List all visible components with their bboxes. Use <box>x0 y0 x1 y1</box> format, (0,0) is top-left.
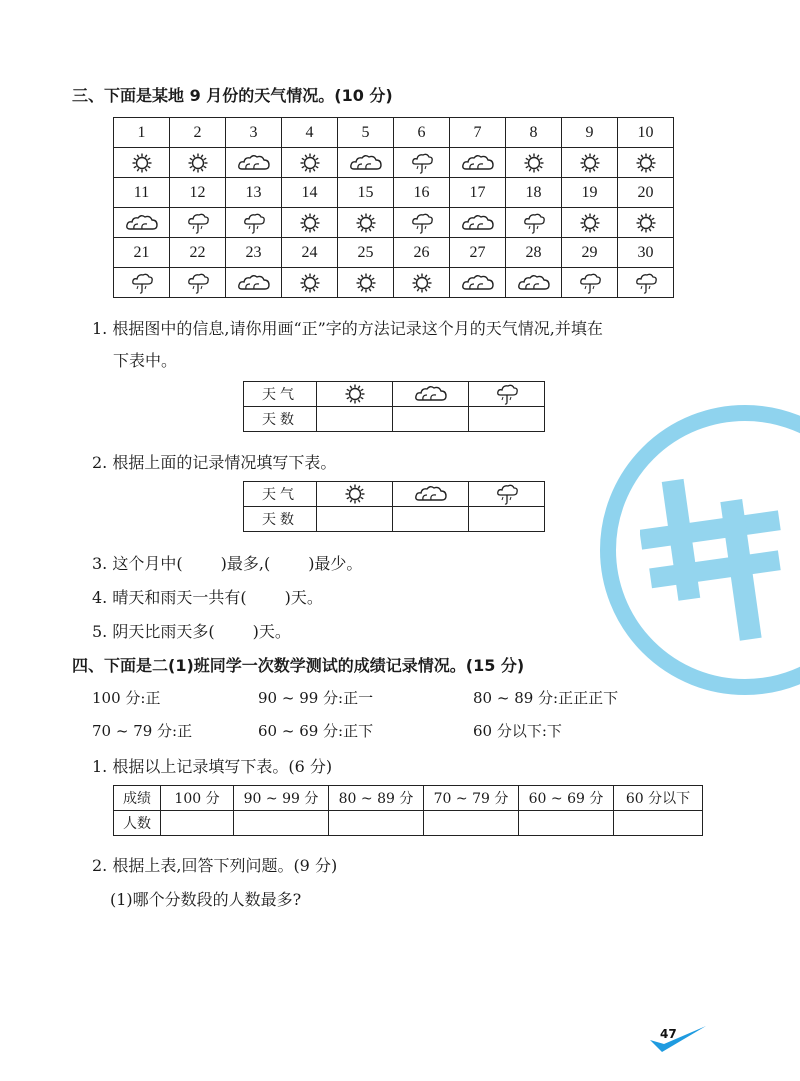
calendar-day-number: 19 <box>562 178 618 208</box>
checkmark-icon <box>648 1024 708 1056</box>
sun-icon <box>562 208 618 238</box>
rain-icon <box>170 268 226 298</box>
record-100: 100 分:正 <box>92 689 161 707</box>
cloudy-header <box>393 382 469 407</box>
score-col-100: 100 分 <box>161 786 234 811</box>
calendar-day-number: 20 <box>618 178 674 208</box>
record-70-79: 70 ~ 79 分:正 <box>92 722 193 740</box>
rain-icon <box>114 268 170 298</box>
cloud-icon <box>506 268 562 298</box>
record-90-99: 90 ~ 99 分:正一 <box>258 689 374 707</box>
cloud-icon <box>393 383 468 405</box>
record-below-60: 60 分以下:下 <box>473 722 562 740</box>
calendar-day-number: 28 <box>506 238 562 268</box>
q5-part-a: 5. 阴天比雨天多( <box>92 622 215 641</box>
q3-text <box>92 551 362 574</box>
sun-icon <box>338 268 394 298</box>
cloud-icon <box>226 148 282 178</box>
calendar-day-number: 27 <box>450 238 506 268</box>
q5-text <box>92 619 291 642</box>
cloudy-days-input[interactable] <box>393 407 469 432</box>
calendar-day-number: 4 <box>282 118 338 148</box>
tally-table-2 <box>243 481 545 532</box>
score-label: 成绩 <box>114 786 161 811</box>
calendar-day-number: 14 <box>282 178 338 208</box>
cloud-icon <box>393 483 468 505</box>
score-col-60-69: 60 ~ 69 分 <box>519 786 614 811</box>
sun-icon <box>282 208 338 238</box>
calendar-day-number: 3 <box>226 118 282 148</box>
q3-part-c: )最少。 <box>308 554 363 573</box>
section3-title: 三、下面是某地 9 月份的天气情况。(10 分) <box>72 86 393 105</box>
section4-title: 四、下面是二(1)班同学一次数学测试的成绩记录情况。(15 分) <box>72 656 525 675</box>
count-label: 人数 <box>114 811 161 836</box>
record-60-69: 60 ~ 69 分:正下 <box>258 722 374 740</box>
sun-icon <box>282 148 338 178</box>
calendar-day-number: 15 <box>338 178 394 208</box>
watermark-character <box>640 460 800 660</box>
q3-part-b: )最多,( <box>220 554 271 573</box>
rain-icon <box>469 382 544 406</box>
count-80-89-input[interactable] <box>329 811 424 836</box>
rainy-header <box>469 482 545 507</box>
sun-icon <box>170 148 226 178</box>
page-number: 47 <box>660 1027 677 1041</box>
calendar-day-number: 26 <box>394 238 450 268</box>
weather-label: 天气 <box>244 382 317 407</box>
q1-text-line1: 1. 根据图中的信息,请你用画“正”字的方法记录这个月的天气情况,并填在 <box>92 319 603 338</box>
s4-q1-text: 1. 根据以上记录填写下表。(6 分) <box>92 757 333 776</box>
rain-icon <box>562 268 618 298</box>
sun-icon <box>506 148 562 178</box>
calendar-day-number: 11 <box>114 178 170 208</box>
rain-icon <box>469 482 544 506</box>
q3-part-a: 3. 这个月中( <box>92 554 183 573</box>
calendar-day-number: 5 <box>338 118 394 148</box>
sun-icon <box>338 208 394 238</box>
rainy-days-input[interactable] <box>469 407 545 432</box>
rain-icon <box>394 148 450 178</box>
calendar-day-number: 2 <box>170 118 226 148</box>
cloud-icon <box>450 148 506 178</box>
rain-icon <box>394 208 450 238</box>
cloud-icon <box>114 208 170 238</box>
sunny-header <box>317 482 393 507</box>
score-table <box>113 785 703 836</box>
q4-text <box>92 585 323 608</box>
cloudy-header <box>393 482 469 507</box>
rain-icon <box>170 208 226 238</box>
sun-icon <box>114 148 170 178</box>
count-below-60-input[interactable] <box>614 811 703 836</box>
calendar-day-number: 10 <box>618 118 674 148</box>
calendar-day-number: 24 <box>282 238 338 268</box>
cloud-icon <box>226 268 282 298</box>
count-70-79-input[interactable] <box>424 811 519 836</box>
calendar-day-number: 22 <box>170 238 226 268</box>
cloudy-days-input[interactable] <box>393 507 469 532</box>
calendar-day-number: 8 <box>506 118 562 148</box>
cloud-icon <box>450 208 506 238</box>
calendar-day-number: 17 <box>450 178 506 208</box>
calendar-day-number: 25 <box>338 238 394 268</box>
sunny-days-input[interactable] <box>317 407 393 432</box>
calendar-day-number: 23 <box>226 238 282 268</box>
calendar-day-number: 9 <box>562 118 618 148</box>
tally-table-1 <box>243 381 545 432</box>
s4-q2-text: 2. 根据上表,回答下列问题。(9 分) <box>92 856 338 875</box>
calendar-day-number: 29 <box>562 238 618 268</box>
sun-icon <box>317 383 392 405</box>
sunny-header <box>317 382 393 407</box>
rain-icon <box>226 208 282 238</box>
calendar-day-number: 6 <box>394 118 450 148</box>
calendar-day-number: 21 <box>114 238 170 268</box>
calendar-day-number: 18 <box>506 178 562 208</box>
count-60-69-input[interactable] <box>519 811 614 836</box>
page-number-badge <box>648 1024 708 1060</box>
q5-part-b: )天。 <box>252 622 291 641</box>
score-col-below-60: 60 分以下 <box>614 786 703 811</box>
count-100-input[interactable] <box>161 811 234 836</box>
calendar-day-number: 16 <box>394 178 450 208</box>
record-80-89: 80 ~ 89 分:正正正下 <box>473 689 619 707</box>
rainy-header <box>469 382 545 407</box>
weather-calendar <box>113 117 674 298</box>
calendar-weather-row <box>114 208 674 238</box>
rain-icon <box>506 208 562 238</box>
q4-part-b: )天。 <box>284 588 323 607</box>
calendar-day-row <box>114 238 674 268</box>
score-col-80-89: 80 ~ 89 分 <box>329 786 424 811</box>
sun-icon <box>618 208 674 238</box>
sun-icon <box>618 148 674 178</box>
calendar-day-number: 12 <box>170 178 226 208</box>
s4-q2-1-text: (1)哪个分数段的人数最多? <box>110 890 302 909</box>
cloud-icon <box>338 148 394 178</box>
score-col-70-79: 70 ~ 79 分 <box>424 786 519 811</box>
q1-text-line2: 下表中。 <box>113 351 178 370</box>
score-col-90-99: 90 ~ 99 分 <box>234 786 329 811</box>
calendar-weather-row <box>114 268 674 298</box>
sun-icon <box>562 148 618 178</box>
sun-icon <box>317 483 392 505</box>
calendar-day-row <box>114 178 674 208</box>
count-90-99-input[interactable] <box>234 811 329 836</box>
calendar-day-number: 30 <box>618 238 674 268</box>
cloud-icon <box>450 268 506 298</box>
sun-icon <box>282 268 338 298</box>
calendar-day-number: 7 <box>450 118 506 148</box>
sunny-days-input[interactable] <box>317 507 393 532</box>
weather-label: 天气 <box>244 482 317 507</box>
calendar-day-row <box>114 118 674 148</box>
calendar-day-number: 13 <box>226 178 282 208</box>
days-label: 天数 <box>244 407 317 432</box>
rainy-days-input[interactable] <box>469 507 545 532</box>
sun-icon <box>394 268 450 298</box>
rain-icon <box>618 268 674 298</box>
calendar-day-number: 1 <box>114 118 170 148</box>
q2-text: 2. 根据上面的记录情况填写下表。 <box>92 453 337 472</box>
q4-part-a: 4. 晴天和雨天一共有( <box>92 588 247 607</box>
calendar-weather-row <box>114 148 674 178</box>
days-label: 天数 <box>244 507 317 532</box>
